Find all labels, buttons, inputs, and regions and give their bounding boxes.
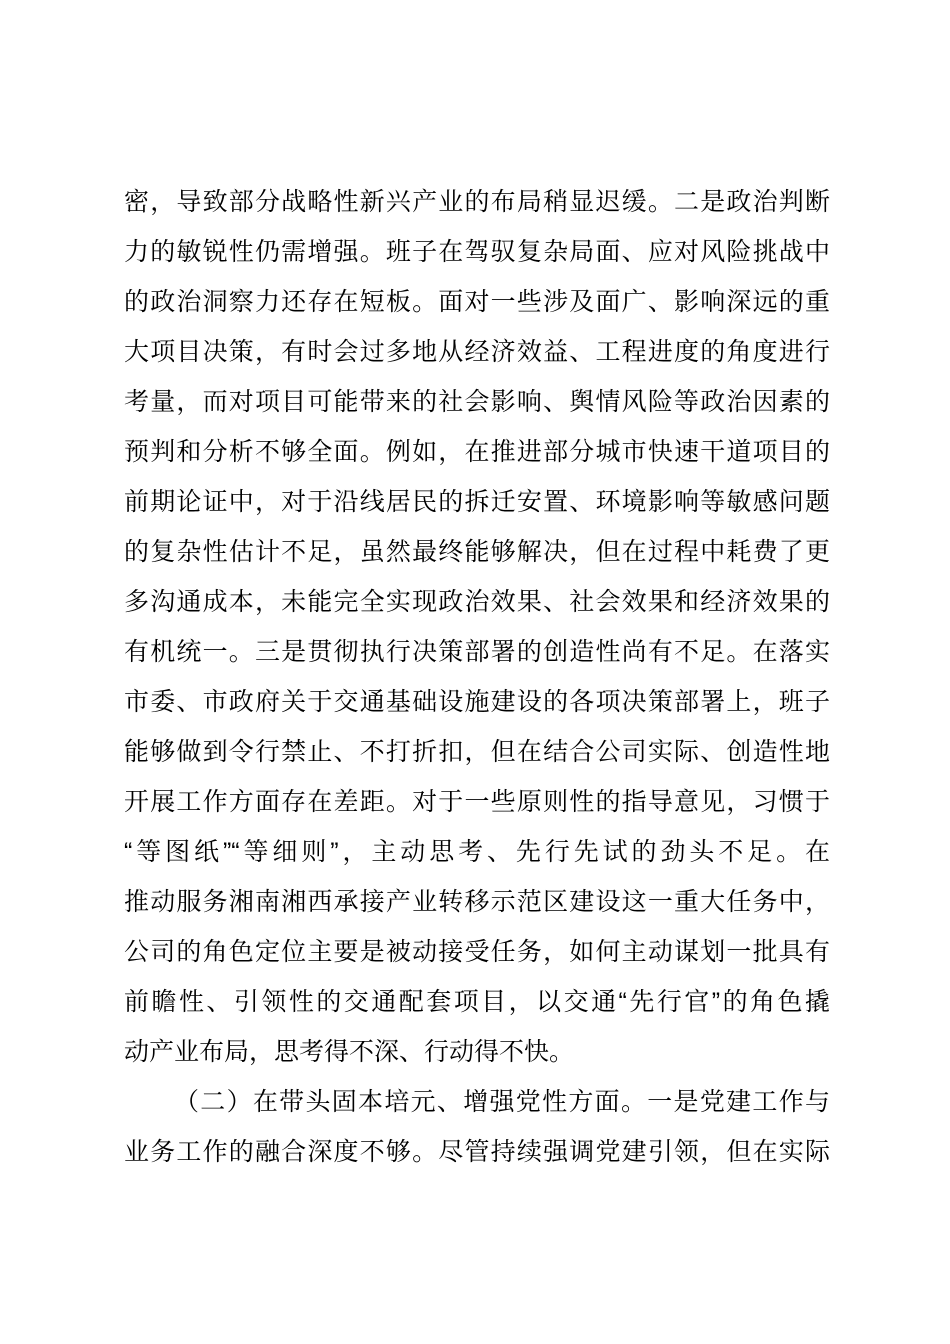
text-line: 前瞻性、引领性的交通配套项目，以交通“先行官”的角色撬 <box>124 988 830 1016</box>
text-line: 密，导致部分战略性新兴产业的布局稍显迟缓。二是政治判断 <box>124 188 830 216</box>
text-line: 前期论证中，对于沿线居民的拆迁安置、环境影响等敏感问题 <box>124 488 830 516</box>
text-line: 业务工作的融合深度不够。尽管持续强调党建引领，但在实际 <box>124 1138 830 1166</box>
text-line: 推动服务湘南湘西承接产业转移示范区建设这一重大任务中， <box>124 888 830 916</box>
text-line: 有机统一。三是贯彻执行决策部署的创造性尚有不足。在落实 <box>124 638 830 666</box>
text-line: 市委、市政府关于交通基础设施建设的各项决策部署上，班子 <box>124 688 830 716</box>
text-line: 开展工作方面存在差距。对于一些原则性的指导意见，习惯于 <box>124 788 830 816</box>
text-line: 力的敏锐性仍需增强。班子在驾驭复杂局面、应对风险挑战中 <box>124 238 830 266</box>
paragraph-continuation <box>124 177 830 1077</box>
text-line: 能够做到令行禁止、不打折扣，但在结合公司实际、创造性地 <box>124 738 830 766</box>
text-line: 动产业布局，思考得不深、行动得不快。 <box>124 1038 575 1066</box>
text-line: 考量，而对项目可能带来的社会影响、舆情风险等政治因素的 <box>124 388 830 416</box>
text-line: 公司的角色定位主要是被动接受任务，如何主动谋划一批具有 <box>124 938 830 966</box>
text-line-section-heading: （二）在带头固本培元、增强党性方面。一是党建工作与 <box>174 1088 830 1116</box>
text-line: 多沟通成本，未能完全实现政治效果、社会效果和经济效果的 <box>124 588 830 616</box>
text-line: 预判和分析不够全面。例如，在推进部分城市快速干道项目的 <box>124 438 830 466</box>
text-line: “等图纸”“等细则”，主动思考、先行先试的劲头不足。在 <box>124 838 830 866</box>
text-line: 的政治洞察力还存在短板。面对一些涉及面广、影响深远的重 <box>124 288 830 316</box>
text-line: 的复杂性估计不足，虽然最终能够解决，但在过程中耗费了更 <box>124 538 830 566</box>
paragraph-section-2 <box>124 1077 830 1177</box>
text-block <box>124 177 830 1177</box>
text-line: 大项目决策，有时会过多地从经济效益、工程进度的角度进行 <box>124 338 830 366</box>
